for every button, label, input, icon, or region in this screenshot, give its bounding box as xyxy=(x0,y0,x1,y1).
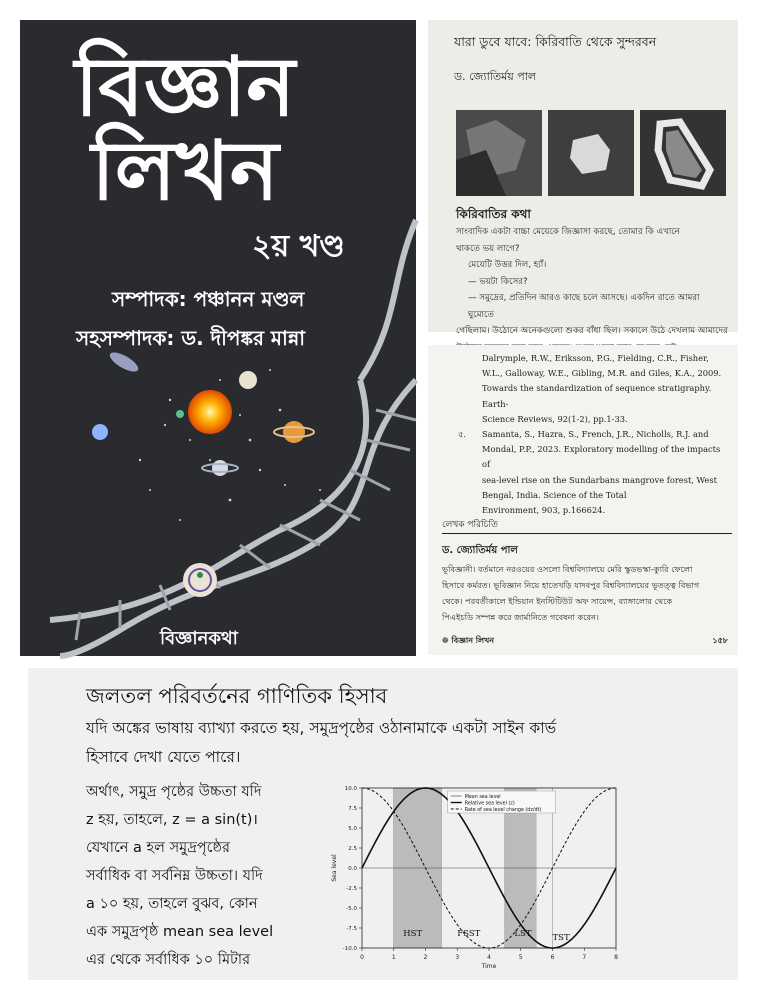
cover-title: বিজ্ঞান xyxy=(74,40,296,135)
reference-line: Towards the standardization of sequence stratigraphy. Earth- xyxy=(482,383,712,409)
reference-line: Environment, 903, p.166624. xyxy=(482,505,606,516)
bio-line: হিসাবে কর্মরত। ভূবিজ্ঞান নিয়ে হাতেখড়ি যাদবপুর বিশ্ববিদ্যালয়ের ভূতত্ত্ব বিভাগ xyxy=(442,580,700,590)
body-line: এর থেকে সর্বাধিক ১০ মিটার xyxy=(86,952,251,968)
sun-icon xyxy=(188,390,232,434)
article-author: ড. জ্যোতির্ময় পাল xyxy=(454,70,537,83)
body-line: z হয়, তাহলে, z = a sin(t)। xyxy=(86,812,258,828)
reference-line: W.L., Galloway, W.E., Gibling, M.R. and Giles, K.A., 2009. xyxy=(482,368,722,379)
y-tick-label: 10.0 xyxy=(344,786,357,792)
y-tick-label: -10.0 xyxy=(342,946,357,952)
reference-list xyxy=(458,351,730,518)
legend-entry: Rate of sea level change (dz/dt) xyxy=(464,807,542,813)
legend-entry: Mean sea level xyxy=(464,794,501,800)
y-tick-label: -5.0 xyxy=(346,906,357,912)
book-cover xyxy=(20,20,416,656)
satellite-photo-1 xyxy=(456,110,542,196)
cover-volume: ২য় খণ্ড xyxy=(252,229,345,264)
body-line: অর্থাৎ, সমুদ্র পৃষ্ঠের উচ্চতা যদি xyxy=(86,784,262,800)
y-axis-label: Sea level xyxy=(331,854,338,882)
cover-editor: সম্পাদক: পঞ্চানন মণ্ডল xyxy=(112,287,305,311)
y-tick-label: 7.5 xyxy=(348,806,357,812)
star-field-icon xyxy=(139,369,321,521)
body-line: a ১০ হয়, তাহলে বুঝব, কোন xyxy=(86,896,258,912)
article-line: থাকতে ভয় লাগে? xyxy=(456,243,520,254)
body-line: যেখানে a হল সমুদ্রপৃষ্ঠের xyxy=(86,840,230,856)
body-text xyxy=(86,778,318,974)
y-tick-label: 5.0 xyxy=(348,826,357,832)
cover-publisher: বিজ্ঞানকথা xyxy=(160,628,238,649)
x-tick-label: 0 xyxy=(360,954,364,961)
x-tick-label: 5 xyxy=(518,954,523,961)
section-divider xyxy=(442,533,732,534)
author-bio xyxy=(442,561,734,625)
reference-line: Samanta, S., Hazra, S., French, J.R., Nicholls, R.J. and xyxy=(482,429,709,440)
article-line: মেয়েটি উত্তর দিল, হ্যাঁ। xyxy=(468,260,547,270)
page-number: ১৫৮ xyxy=(712,636,728,645)
legend-entry: Relative sea level (z) xyxy=(464,801,515,807)
planet-icon xyxy=(239,371,257,389)
article-line: গেছিলাম। উঠোনে অনেকগুলো শুকর বাঁধা ছিল। সকালে উঠে দেখলাম আমাদের xyxy=(456,326,728,336)
x-tick-label: 4 xyxy=(487,954,491,961)
intro-line: যদি অঙ্কের ভাষায় ব্যাখ্যা করতে হয়, সমুদ্রপৃষ্ঠের ওঠানামাকে একটা সাইন কার্ভ xyxy=(86,719,557,737)
x-axis-label: Time xyxy=(481,963,497,970)
planet-icon xyxy=(92,424,108,440)
reference-line: sea-level rise on the Sundarbans mangrove forest, West xyxy=(482,474,717,485)
page-footer xyxy=(442,635,728,648)
x-tick-label: 3 xyxy=(455,954,460,961)
intro-line: হিসাবে দেখা যেতে পারে। xyxy=(86,748,241,766)
x-tick-label: 2 xyxy=(423,954,428,961)
y-tick-label: 0.0 xyxy=(348,866,357,872)
references-page xyxy=(428,345,738,655)
satellite-photo-3 xyxy=(640,110,726,196)
article-subheading: কিরিবাতির কথা xyxy=(456,207,531,221)
planet-icon xyxy=(176,410,184,418)
y-tick-label: -7.5 xyxy=(346,926,357,932)
article-line: — সমুদ্রের, প্রতিদিন আরও কাছে চলে আসছে। একদিন রাতে আমরা ঘুমোতে xyxy=(468,293,700,320)
reference-number: ৫. xyxy=(458,429,467,440)
y-tick-label: 2.5 xyxy=(348,846,357,852)
article-line: — ভয়টা কিসের? xyxy=(468,276,528,287)
cover-title-2: লিখন xyxy=(91,124,279,219)
intro-text xyxy=(86,714,696,772)
bio-line: থেকে। পরবর্তীকালে ইন্ডিয়ান ইনস্টিটিউট অফ সায়েন্স, ব্যাঙ্গালোর থেকে xyxy=(442,596,673,606)
article-page xyxy=(428,20,738,336)
body-line: সর্বাধিক বা সর্বনিম্ন উচ্চতা। যদি xyxy=(86,868,263,884)
y-tick-label: -2.5 xyxy=(346,886,357,892)
region-label: FSST xyxy=(457,929,481,939)
footer-logo-icon: ❁ xyxy=(442,636,452,645)
article-line: সাংবাদিক একটা বাচ্চা মেয়েকে জিজ্ঞাসা করছে, তোমার কি এখানে xyxy=(456,227,680,237)
bio-line: পিএইচডি সম্পন্ন করে জার্মানিতে গবেষনা করেন। xyxy=(442,612,599,622)
author-name: ড. জ্যোতির্ময় পাল xyxy=(442,545,518,556)
x-tick-label: 6 xyxy=(550,954,555,961)
author-section-heading: লেখক পরিচিতি xyxy=(442,520,498,530)
satellite-photo-2 xyxy=(548,110,634,196)
math-page xyxy=(28,668,738,980)
region-label: HST xyxy=(403,929,423,939)
planet-icon xyxy=(283,421,305,443)
region-label: LST xyxy=(514,929,532,939)
planet-icon xyxy=(212,460,228,476)
reference-line: Bengal, India. Science of the Total xyxy=(482,489,627,500)
x-tick-label: 1 xyxy=(391,954,396,961)
region-label: TST xyxy=(552,933,570,943)
article-title: যারা ডুবে যাবে: কিরিবাতি থেকে সুন্দরবন xyxy=(454,34,657,49)
x-tick-label: 8 xyxy=(614,954,618,961)
article-body xyxy=(456,224,728,356)
body-line: এক সমুদ্রপৃষ্ঠ mean sea level xyxy=(86,924,274,940)
x-tick-label: 7 xyxy=(582,954,587,961)
cover-co-editor: সহসম্পাদক: ড. দীপঙ্কর মান্না xyxy=(76,326,306,350)
reference-line: Science Reviews, 92(1-2), pp.1-33. xyxy=(482,413,628,424)
reference-line: Mondal, P.P., 2023. Exploratory modelling of the impacts of xyxy=(482,444,721,470)
reference-line: Dalrymple, R.W., Eriksson, P.G., Fielding, C.R., Fisher, xyxy=(482,353,709,363)
bio-line: ভূবিজ্ঞানী। বর্তমানে নরওয়ের ওসলো বিশ্ববিদ্যালয়ে মেরি স্কুডভস্কা-ক্যুরি ফেলো xyxy=(442,564,693,574)
section-heading: জলতল পরিবর্তনের গাণিতিক হিসাব xyxy=(86,684,388,708)
footer-title: বিজ্ঞান লিখন xyxy=(451,636,495,645)
sea-level-chart xyxy=(328,780,624,976)
satellite-photos xyxy=(456,110,726,196)
